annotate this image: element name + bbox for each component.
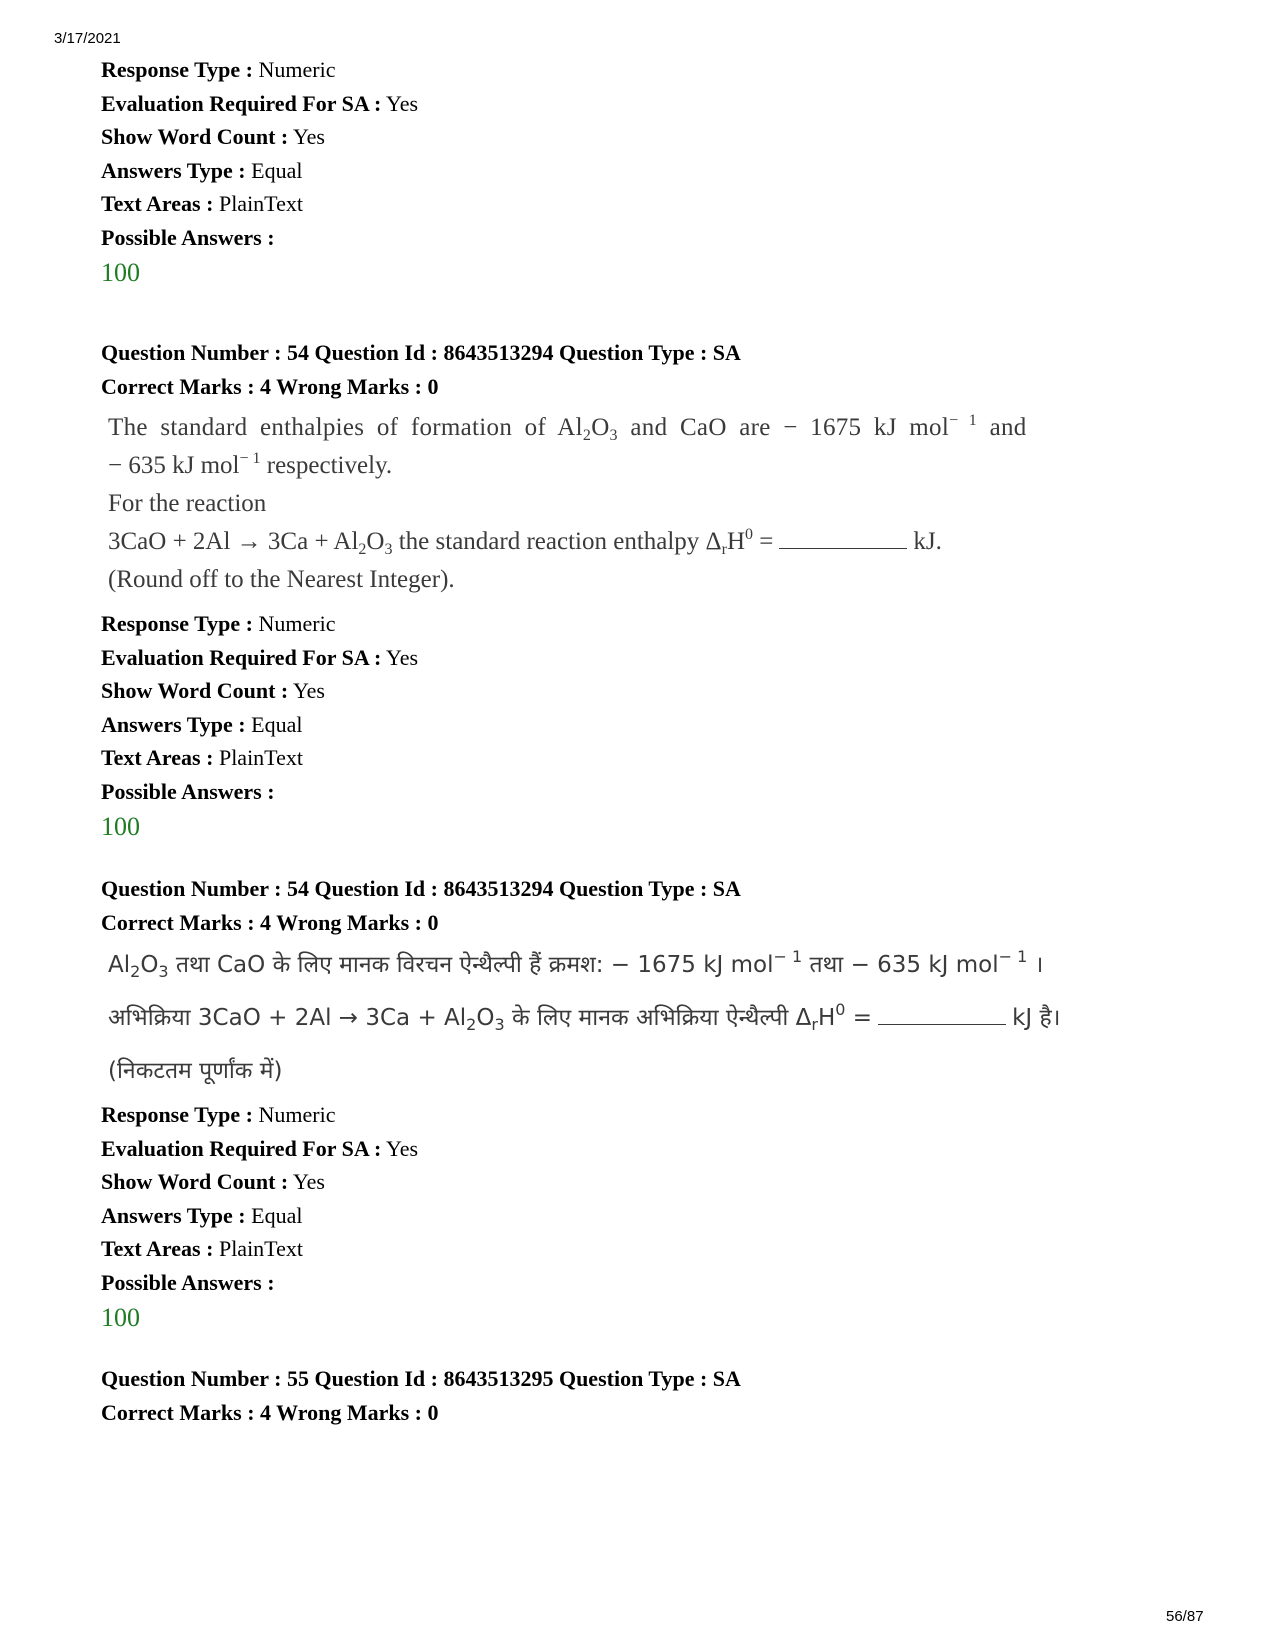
evaluation-label: Evaluation Required For SA : <box>101 90 382 116</box>
answers-type-value: Equal <box>251 157 303 183</box>
question-text <box>101 409 1181 599</box>
question-header: Question Number : 54 Question Id : 8643513294 Question Type : SA <box>101 876 741 901</box>
response-type-row: Response Type : Numeric <box>101 611 336 636</box>
response-type-value: Numeric <box>258 57 336 82</box>
question-marks: Correct Marks : 4 Wrong Marks : 0 <box>101 1399 439 1425</box>
answer-blank <box>779 526 907 549</box>
previous-question-meta <box>101 53 1181 290</box>
evaluation-value: Yes <box>386 90 419 116</box>
question-text-line: अभिक्रिया $3CaO + 2Al \to 3Ca + Al_2O_3$ के लिए मानक अभिक्रिया ऐन्थैल्पी $\Delta_rH^0$ = kJ है। <box>108 1000 1061 1034</box>
possible-answer-value: 100 <box>101 258 140 287</box>
question-marks: Correct Marks : 4 Wrong Marks : 0 <box>101 373 439 399</box>
possible-answers-row: Possible Answers : <box>101 778 275 804</box>
page-number: 56/87 <box>1166 1608 1204 1625</box>
question-text-line: For the reaction <box>108 490 267 517</box>
answers-type-label: Answers Type : <box>101 157 246 183</box>
word-count-value: Yes <box>292 124 325 149</box>
response-type-label: Response Type : <box>101 57 253 82</box>
question-marks: Correct Marks : 4 Wrong Marks : 0 <box>101 909 439 935</box>
question-meta <box>101 1098 1181 1335</box>
question-text-line: (निकटतम पूर्णांक में) <box>108 1058 283 1084</box>
answers-type-row <box>101 154 1181 188</box>
question-text-line: (Round off to the Nearest Integer). <box>108 566 455 593</box>
text-areas-row: Text Areas : PlainText <box>101 1236 303 1261</box>
response-type-row <box>101 53 1181 87</box>
evaluation-row: Evaluation Required For SA : Yes <box>101 644 419 670</box>
print-date: 3/17/2021 <box>54 30 121 47</box>
possible-answers-row: Possible Answers : <box>101 1269 275 1295</box>
question-text-line: $Al_2O_3$ तथा CaO के लिए मानक विरचन ऐन्थैल्पी हैं क्रमश: − 1675 kJ mol$^{- 1}$ तथा − 635 kJ mol$^{- 1}$ । <box>108 947 1044 981</box>
possible-answer-value: 100 <box>101 812 140 841</box>
question-header: Question Number : 54 Question Id : 8643513294 Question Type : SA <box>101 340 741 365</box>
question-text-line: $3CaO + 2Al \to 3Ca + Al_2O_3$ the standard reaction enthalpy $\Delta_rH^0$ = kJ. <box>108 526 942 558</box>
word-count-row <box>101 120 1181 154</box>
question-54-hindi <box>101 872 1181 1335</box>
question-text-line: − 635 kJ mol$^{- 1}$ respectively. <box>108 450 393 479</box>
question-header: Question Number : 55 Question Id : 8643513295 Question Type : SA <box>101 1366 741 1391</box>
evaluation-row: Evaluation Required For SA : Yes <box>101 1135 419 1161</box>
text-areas-label: Text Areas : <box>101 191 214 216</box>
response-type-row: Response Type : Numeric <box>101 1102 336 1127</box>
word-count-label: Show Word Count : <box>101 124 289 149</box>
answers-type-row: Answers Type : Equal <box>101 711 303 737</box>
text-areas-value: PlainText <box>218 191 303 216</box>
answers-type-row: Answers Type : Equal <box>101 1202 303 1228</box>
word-count-row: Show Word Count : Yes <box>101 1169 325 1194</box>
possible-answer-value: 100 <box>101 1303 140 1332</box>
question-text <box>101 939 1181 1098</box>
evaluation-row <box>101 87 1181 121</box>
text-areas-row: Text Areas : PlainText <box>101 745 303 770</box>
question-54-english <box>101 336 1181 844</box>
word-count-row: Show Word Count : Yes <box>101 678 325 703</box>
question-meta <box>101 607 1181 844</box>
answer-blank <box>878 1002 1006 1025</box>
possible-answers-row <box>101 221 1181 255</box>
question-55 <box>101 1362 1181 1429</box>
possible-answers-label: Possible Answers : <box>101 224 275 250</box>
question-text-line: The standard enthalpies of formation of $Al_2O_3$ and CaO are − 1675 kJ mol$^{- 1}$ and <box>108 412 1027 444</box>
text-areas-row <box>101 187 1181 221</box>
